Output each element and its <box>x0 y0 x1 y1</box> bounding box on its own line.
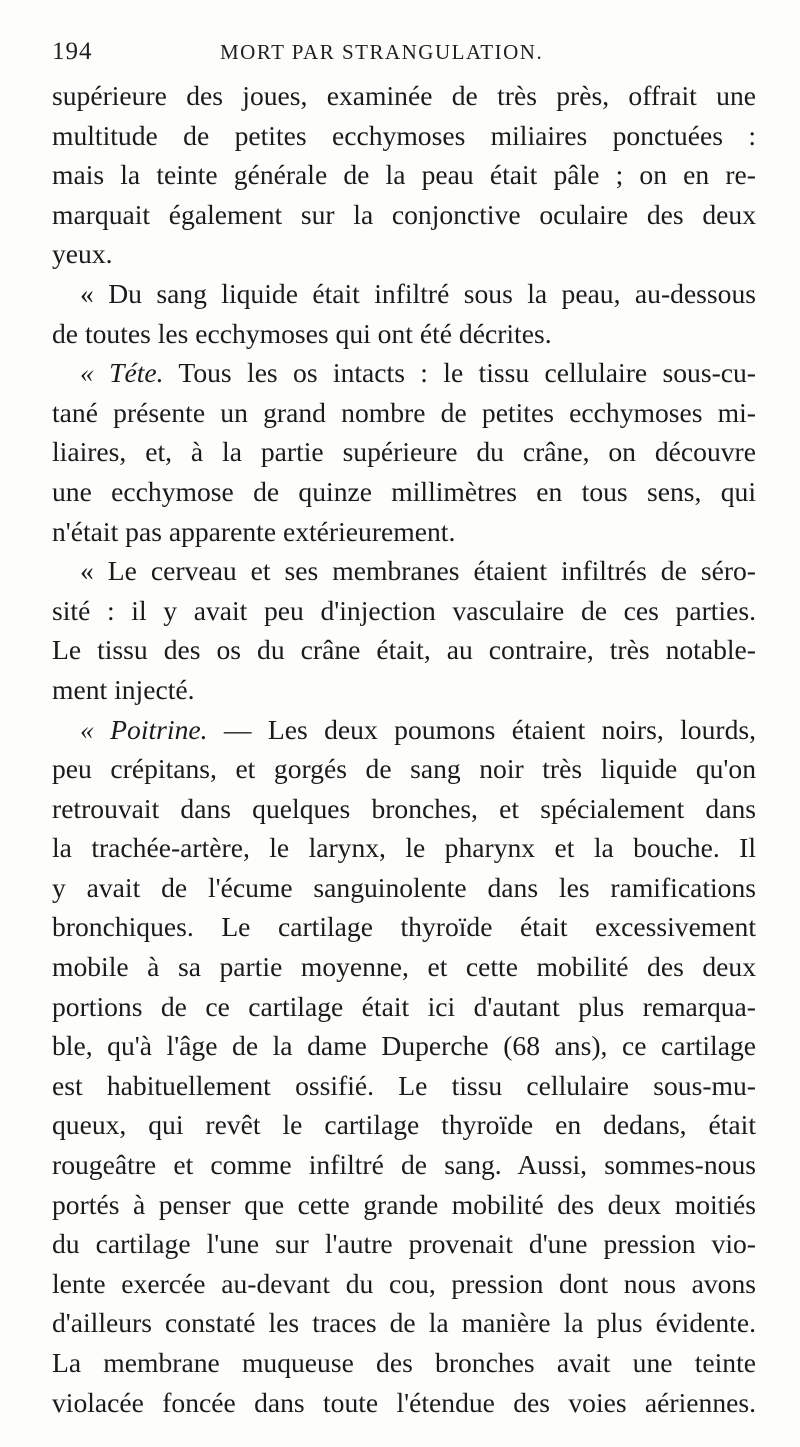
line-text: est habituellement ossifié. Le tissu cellulaire sous-mu- <box>52 1069 756 1101</box>
text-line <box>52 1224 756 1264</box>
line-text: une ecchymose de quinze millimètres en tous sens, qui <box>52 475 756 507</box>
text-line <box>52 947 756 987</box>
line-text: tané présente un grand nombre de petites ecchymoses mi- <box>52 396 756 428</box>
page-header <box>52 34 752 70</box>
line-text: d'ailleurs constaté les traces de la manière la plus évidente. <box>52 1307 756 1339</box>
text-line <box>52 472 756 512</box>
line-text: retrouvait dans quelques bronches, et spécialement dans <box>52 792 756 824</box>
line-text: mais la teinte générale de la peau était pâle ; on en re- <box>52 159 756 191</box>
line-text: lente exercée au-devant du cou, pression dont nous avons <box>52 1267 756 1299</box>
section-lead: « Poitrine. <box>80 713 208 745</box>
line-text: La membrane muqueuse des bronches avait une teinte <box>52 1347 756 1378</box>
text-line <box>52 670 756 710</box>
line-text: ment injecté. <box>52 673 195 705</box>
text-line <box>52 432 756 472</box>
text-line <box>52 195 756 235</box>
text-line <box>52 551 756 591</box>
text-line <box>52 749 756 789</box>
line-text: peu crépitans, et gorgés de sang noir très liquide qu'on <box>52 753 756 785</box>
line-text: portés à penser que cette grande mobilité des deux moitiés <box>52 1188 756 1220</box>
text-line <box>52 1026 756 1066</box>
line-text: rougeâtre et comme infiltré de sang. Aussi, sommes-nous <box>52 1149 756 1181</box>
line-text: — Les deux poumons étaient noirs, lourds, <box>207 713 757 745</box>
line-text: y avait de l'écume sanguinolente dans les ramifications <box>52 871 756 903</box>
text-line <box>52 274 756 314</box>
line-text: la trachée-artère, le larynx, le pharynx et la bouche. Il <box>52 832 756 864</box>
line-text: portions de ce cartilage était ici d'autant plus remarqua- <box>52 990 756 1022</box>
line-text: « Du sang liquide était infiltré sous la peau, au-dessous <box>80 277 756 309</box>
text-line <box>52 314 756 354</box>
text-line <box>52 710 756 750</box>
text-line <box>52 1383 756 1423</box>
text-line <box>52 155 756 195</box>
text-line <box>52 868 756 908</box>
text-line <box>52 116 756 156</box>
line-text: de toutes les ecchymoses qui ont été décrites. <box>52 317 552 349</box>
text-line <box>52 76 756 116</box>
text-line <box>52 789 756 829</box>
line-text: « Le cerveau et ses membranes étaient infiltrés de séro- <box>80 555 756 587</box>
line-text: ble, qu'à l'âge de la dame Duperche (68 ans), ce cartilage <box>52 1030 756 1062</box>
text-line <box>52 1264 756 1304</box>
text-line <box>52 828 756 868</box>
line-text: yeux. <box>52 238 113 270</box>
section-lead: « Téte. <box>80 357 164 389</box>
line-text: n'était pas apparente extérieurement. <box>52 515 456 547</box>
line-text: multitude de petites ecchymoses miliaires ponctuées : <box>52 119 756 151</box>
line-text: violacée foncée dans toute l'étendue des voies aériennes. <box>52 1386 756 1418</box>
text-line <box>52 393 756 433</box>
text-line <box>52 1303 756 1343</box>
line-text: Le tissu des os du crâne était, au contraire, très notable- <box>52 634 756 666</box>
page-number: 194 <box>52 38 93 65</box>
text-line <box>52 1145 756 1185</box>
text-line <box>52 591 756 631</box>
running-title: MORT PAR STRANGULATION. <box>220 40 544 64</box>
line-text: du cartilage l'une sur l'autre provenait d'une pression vio- <box>52 1228 756 1260</box>
text-line <box>52 907 756 947</box>
text-line <box>52 234 756 274</box>
text-line <box>52 987 756 1027</box>
line-text: queux, qui revêt le cartilage thyroïde en dedans, était <box>52 1109 756 1141</box>
text-line <box>52 353 756 393</box>
line-text: supérieure des joues, examinée de très près, offrait une <box>52 80 756 111</box>
body-text <box>52 76 756 1422</box>
line-text: mobile à sa partie moyenne, et cette mobilité des deux <box>52 951 756 983</box>
line-text: bronchiques. Le cartilage thyroïde était excessivement <box>52 911 756 943</box>
text-line <box>52 1105 756 1145</box>
text-line <box>52 512 756 552</box>
text-line <box>52 1066 756 1106</box>
line-text: marquait également sur la conjonctive oculaire des deux <box>52 198 756 230</box>
text-line <box>52 1185 756 1225</box>
text-line <box>52 630 756 670</box>
line-text: liaires, et, à la partie supérieure du crâne, on découvre <box>52 436 756 468</box>
line-text: sité : il y avait peu d'injection vasculaire de ces parties. <box>52 594 756 626</box>
text-line <box>52 1343 756 1383</box>
line-text: Tous les os intacts : le tissu cellulaire sous-cu- <box>163 357 756 389</box>
